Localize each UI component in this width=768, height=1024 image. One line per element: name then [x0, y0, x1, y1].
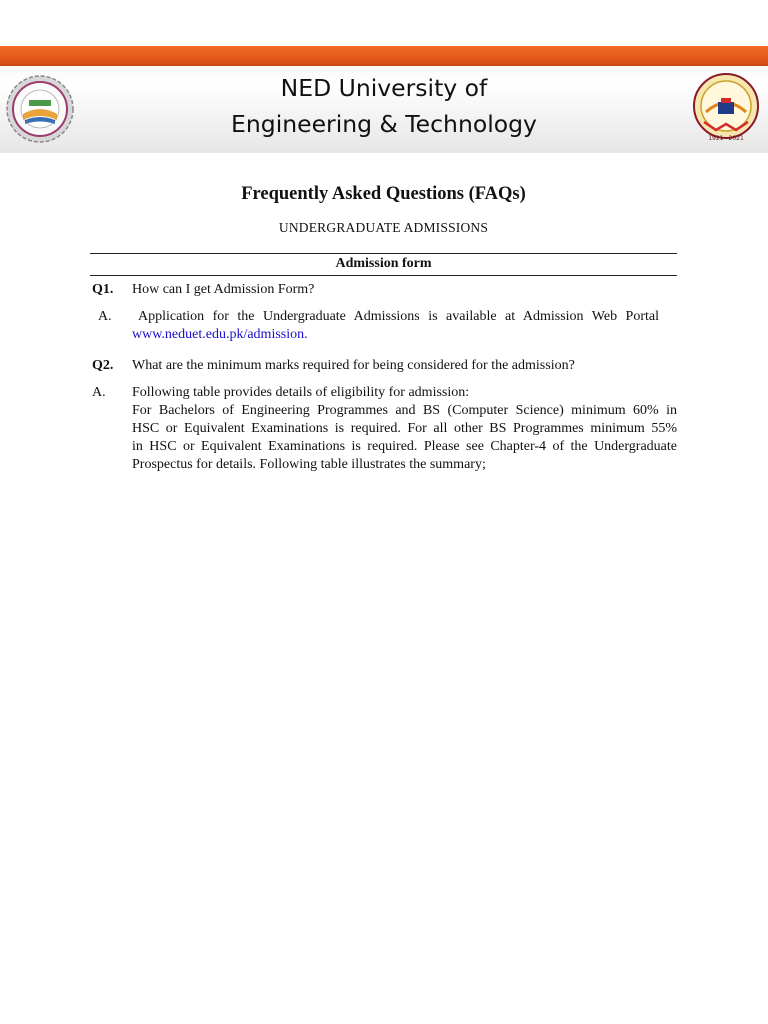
q2-label: Q2. — [92, 358, 114, 373]
header-orange-stripe — [0, 46, 768, 66]
q2-answer-line: Following table provides details of eligibility for admission: — [132, 385, 470, 400]
q1-answer-link[interactable] — [132, 326, 677, 344]
q1-question: How can I get Admission Form? — [132, 282, 315, 297]
document-title: Frequently Asked Questions (FAQs) — [241, 184, 526, 204]
q2-answer-label: A. — [92, 385, 106, 400]
centenary-logo-icon — [690, 72, 762, 144]
ned-seal-logo-icon — [5, 74, 75, 144]
q1-answer-label: A. — [98, 309, 112, 324]
q2-answer-line: Prospectus for details. Following table illustrates the summary; — [132, 457, 486, 472]
q1-label: Q1. — [92, 282, 114, 297]
header-banner — [0, 46, 768, 153]
section-rule-bottom — [90, 275, 677, 276]
university-name-line1: NED University of — [280, 74, 488, 102]
centenary-years-label: 1921~2021 — [708, 135, 744, 142]
admission-portal-link[interactable]: www.neduet.edu.pk/admission. — [132, 327, 308, 342]
q2-answer-line: in HSC or Equivalent Examinations is required. Please see Chapter-4 of the Undergraduate — [132, 439, 677, 454]
document-subtitle: UNDERGRADUATE ADMISSIONS — [278, 220, 489, 235]
university-name-line2: Engineering & Technology — [231, 110, 537, 138]
q2-answer-line: For Bachelors of Engineering Programmes and BS (Computer Science) minimum 60% in — [132, 403, 677, 418]
q2-answer-line: HSC or Equivalent Examinations is required. For all other BS Programmes minimum 55% — [132, 421, 677, 436]
section-title: Admission form — [335, 256, 432, 271]
q1-answer-line: Application for the Undergraduate Admissions is available at Admission Web Portal — [138, 309, 659, 324]
q2-question: What are the minimum marks required for being considered for the admission? — [132, 358, 575, 373]
